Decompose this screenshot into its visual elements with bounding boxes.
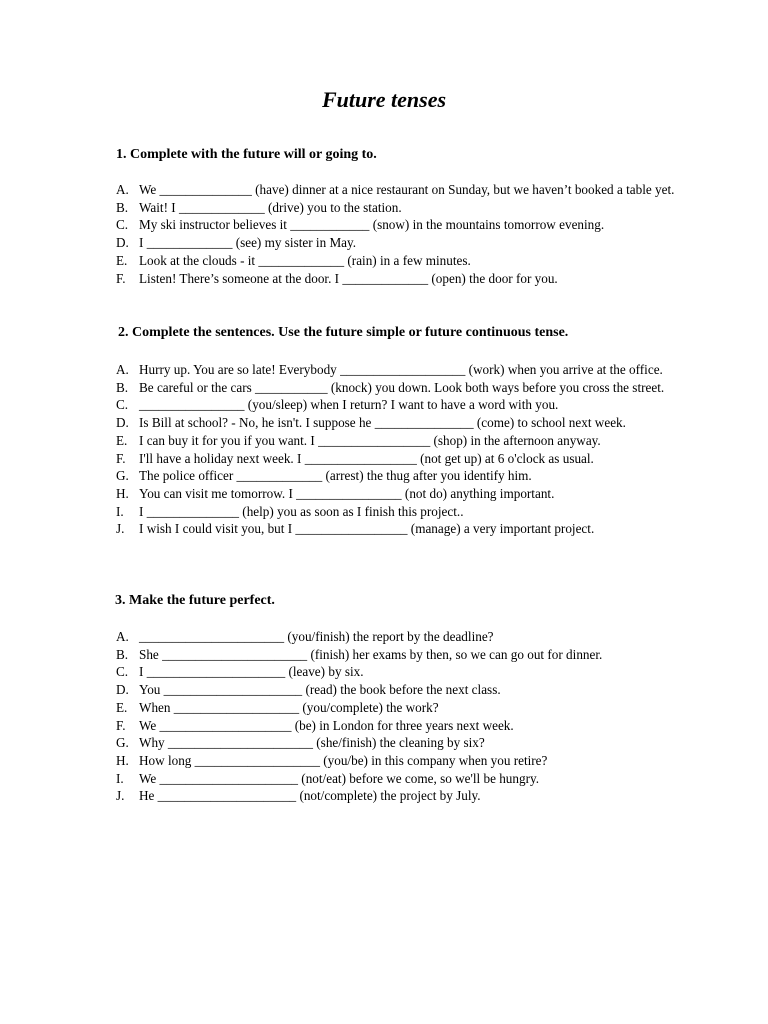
list-item [116,234,676,252]
item-letter: B. [116,379,129,395]
page-title: Future tenses [321,87,447,112]
item-letter: A. [116,182,129,197]
list-item [116,361,676,379]
list-item [116,414,676,432]
item-text: Be careful or the cars ___________ (knock) you down. Look both ways before you cross the street. [139,379,665,395]
item-letter: J. [116,521,125,537]
list-item [116,734,676,752]
section-2-list [116,361,676,538]
item-text: Is Bill at school? - No, he isn't. I suppose he _______________ (come) to school next week. [139,415,626,431]
item-letter: E. [116,432,128,448]
item-text: She ______________________ (finish) her exams by then, so we can go out for dinner. [139,646,603,662]
item-text: Listen! There’s someone at the door. I _____________ (open) the door for you. [139,270,558,286]
item-letter: D. [116,415,129,431]
list-item [116,252,676,270]
item-text: You _____________________ (read) the book before the next class. [139,682,501,698]
item-letter: F. [116,450,126,466]
item-letter: C. [116,217,129,233]
list-item [116,520,676,538]
item-letter: C. [116,664,129,680]
item-letter: J. [116,788,125,804]
item-text: My ski instructor believes it ____________ (snow) in the mountains tomorrow evening. [139,217,605,233]
list-item [116,699,676,717]
item-text: The police officer _____________ (arrest) the thug after you identify him. [139,468,532,484]
item-letter: A. [116,629,129,644]
item-text: I can buy it for you if you want. I _________________ (shop) in the afternoon anyway. [139,432,601,448]
list-item [116,396,676,414]
item-letter: E. [116,252,128,268]
item-letter: D. [116,235,129,251]
item-text: I _____________ (see) my sister in May. [139,235,357,251]
item-letter: H. [116,752,129,768]
list-item [116,467,676,485]
list-item [116,432,676,450]
list-item [116,199,676,217]
item-letter: A. [116,362,129,377]
list-item [116,628,676,646]
list-item [116,270,676,288]
item-text: ______________________ (you/finish) the report by the deadline? [139,629,494,644]
list-item [116,450,676,468]
list-item [116,379,676,397]
item-text: Why ______________________ (she/finish) the cleaning by six? [139,735,485,751]
section-2-heading: 2. Complete the sentences. Use the future simple or future continuous tense. [118,325,569,340]
list-item [116,646,676,664]
item-text: I _____________________ (leave) by six. [139,664,364,680]
item-letter: I. [116,503,124,519]
list-item [116,681,676,699]
item-text: He _____________________ (not/complete) the project by July. [139,788,481,804]
item-letter: E. [116,699,128,715]
item-letter: B. [116,646,129,662]
list-item [116,216,676,234]
list-item [116,485,676,503]
item-letter: F. [116,717,126,733]
section-3-heading: 3. Make the future perfect. [115,593,275,608]
item-text: We ____________________ (be) in London for three years next week. [139,717,514,733]
item-letter: H. [116,485,129,501]
list-item [116,770,676,788]
item-text: Hurry up. You are so late! Everybody ___________________ (work) when you arrive at the office. [139,362,663,377]
list-item [116,787,676,805]
list-item [116,752,676,770]
item-letter: C. [116,397,129,413]
item-text: ________________ (you/sleep) when I return? I want to have a word with you. [139,397,559,413]
item-letter: F. [116,270,126,286]
item-letter: G. [116,735,129,751]
item-text: We ______________ (have) dinner at a nice restaurant on Sunday, but we haven’t booked a table yet. [139,182,675,197]
item-text: Wait! I _____________ (drive) you to the station. [139,199,402,215]
item-text: When ___________________ (you/complete) the work? [139,699,439,715]
list-item [116,663,676,681]
list-item [116,181,676,199]
item-letter: I. [116,770,124,786]
item-text: We _____________________ (not/eat) before we come, so we'll be hungry. [139,770,540,786]
item-text: How long ___________________ (you/be) in this company when you retire? [139,752,548,768]
section-3-list [116,628,676,805]
item-text: I wish I could visit you, but I _________________ (manage) a very important project. [139,521,595,537]
item-text: I'll have a holiday next week. I _________________ (not get up) at 6 o'clock as usual. [139,450,594,466]
item-letter: G. [116,468,129,484]
item-letter: D. [116,682,129,698]
list-item [116,503,676,521]
list-item [116,717,676,735]
item-text: Look at the clouds - it _____________ (rain) in a few minutes. [139,252,471,268]
item-text: You can visit me tomorrow. I ________________ (not do) anything important. [139,485,555,501]
section-1-heading: 1. Complete with the future will or going to. [116,147,377,162]
item-letter: B. [116,199,129,215]
section-1-list [116,181,676,287]
item-text: I ______________ (help) you as soon as I finish this project.. [139,503,464,519]
